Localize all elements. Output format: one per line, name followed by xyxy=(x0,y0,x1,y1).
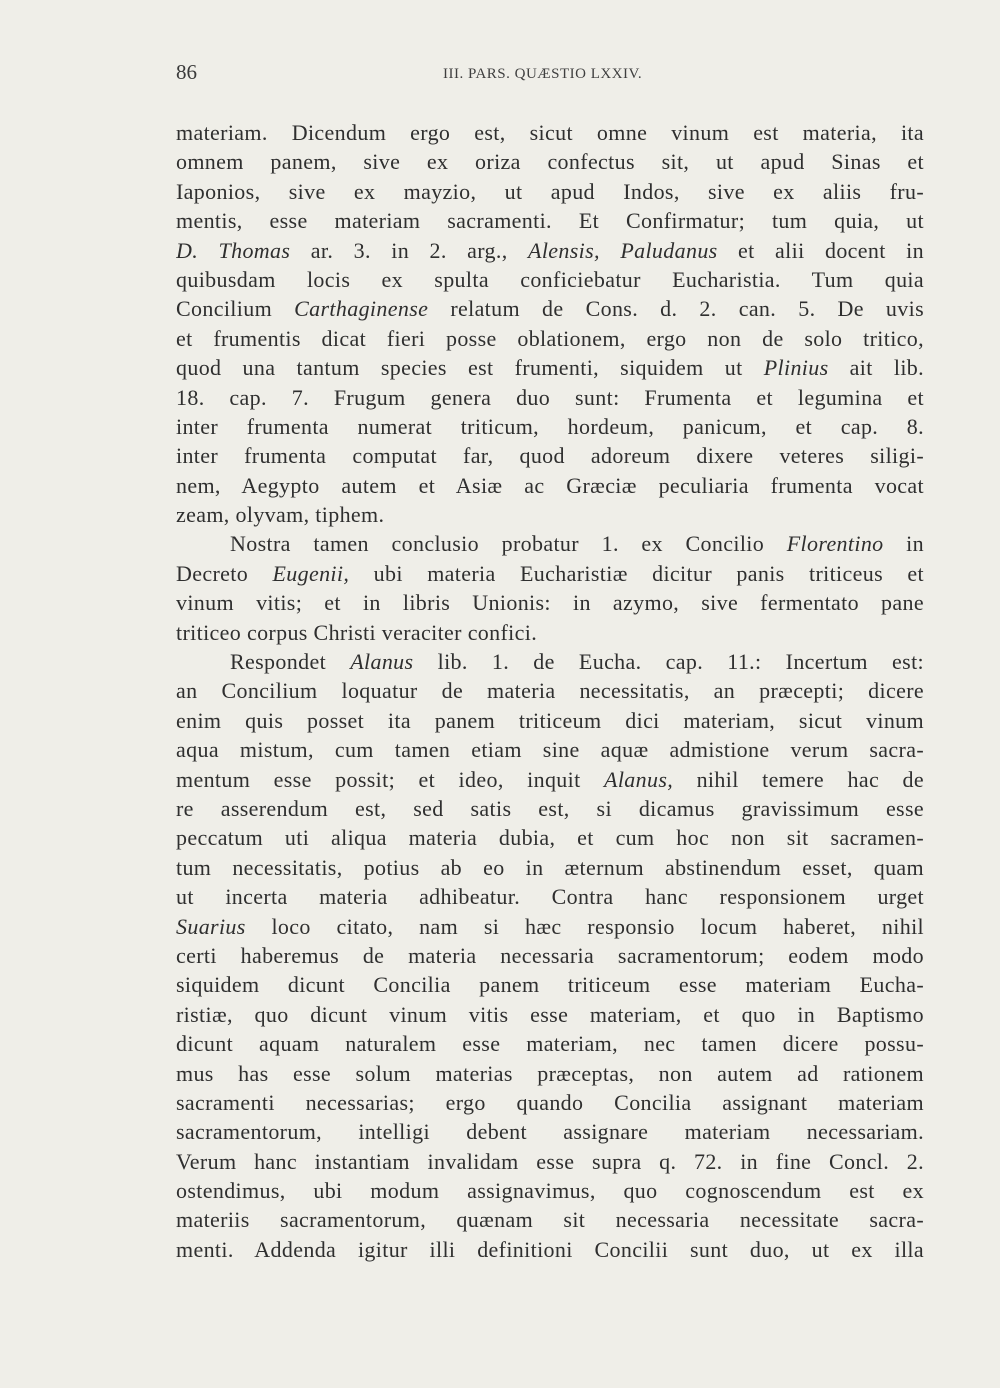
page-number: 86 xyxy=(176,60,197,84)
text-line: mus has esse solum materias præceptas, non autem ad rationem xyxy=(176,1060,924,1086)
text-line: D. Thomas ar. 3. in 2. arg., Alensis, Paludanus et alii docent in xyxy=(176,237,924,263)
text-line: vinum vitis; et in libris Unionis: in azymo, sive fermentato pane xyxy=(176,590,924,616)
italic-name: Plinius xyxy=(763,355,829,381)
text-line: materiis sacramentorum, quænam sit necessaria necessitate sacra- xyxy=(176,1207,924,1233)
text-line: mentum esse possit; et ideo, inquit Alanus, nihil temere hac de xyxy=(176,766,924,792)
text-line: certi haberemus de materia necessaria sacramentorum; eodem modo xyxy=(176,942,924,968)
text-line: sacramenti necessarias; ergo quando Concilia assignant materiam xyxy=(176,1089,924,1115)
text-line: 18. cap. 7. Frugum genera duo sunt: Frumenta et legumina et xyxy=(176,384,924,410)
body-text xyxy=(176,118,924,1264)
text-line: tum necessitatis, potius ab eo in æternum abstinendum esset, quam xyxy=(176,854,924,880)
text-line: et frumentis dicat fieri posse oblationem, ergo non de solo tritico, xyxy=(176,325,924,351)
text-line: peccatum uti aliqua materia dubia, et cum hoc non sit sacramen- xyxy=(176,825,924,851)
italic-name: Alanus xyxy=(350,649,414,675)
text-line: quod una tantum species est frumenti, siquidem ut Plinius ait lib. xyxy=(176,355,924,381)
italic-name: Florentino xyxy=(786,531,884,557)
text-line: menti. Addenda igitur illi definitioni Concilii sunt duo, ut ex illa xyxy=(176,1236,924,1262)
text-line: re asserendum est, sed satis est, si dicamus gravissimum esse xyxy=(176,795,924,821)
text-line: siquidem dicunt Concilia panem triticeum esse materiam Eucha- xyxy=(176,972,924,998)
text-line: Respondet Alanus lib. 1. de Eucha. cap. 11.: Incertum est: xyxy=(230,649,924,675)
text-line: zeam, olyvam, tiphem. xyxy=(176,502,385,528)
italic-name: Alanus, xyxy=(604,766,674,792)
text-line: Nostra tamen conclusio probatur 1. ex Concilio Florentino in xyxy=(230,531,924,557)
italic-name: Eugenii, xyxy=(272,560,350,586)
text-line: ristiæ, quo dicunt vinum vitis esse materiam, et quo in Baptismo xyxy=(176,1001,924,1027)
text-line: quibusdam locis ex spulta conficiebatur Eucharistia. Tum quia xyxy=(176,266,924,292)
text-line: Decreto Eugenii, ubi materia Eucharistiæ dicitur panis triticeus et xyxy=(176,560,924,586)
italic-name: Alensis, xyxy=(528,237,600,263)
italic-name: Paludanus xyxy=(620,237,718,263)
text-line: Verum hanc instantiam invalidam esse supra q. 72. in fine Concl. 2. xyxy=(176,1148,924,1174)
text-line: Iaponios, sive ex mayzio, ut apud Indos, sive ex aliis fru- xyxy=(176,178,924,204)
text-line: an Concilium loquatur de materia necessitatis, an præcepti; dicere xyxy=(176,678,924,704)
italic-name: Carthaginense xyxy=(294,296,429,322)
text-line: triticeo corpus Christi veraciter confici. xyxy=(176,619,538,645)
text-line: mentis, esse materiam sacramenti. Et Confirmatur; tum quia, ut xyxy=(176,208,924,234)
text-line: inter frumenta computat far, quod adoreum dixere veteres siligi- xyxy=(176,443,924,469)
italic-name: Suarius xyxy=(176,913,246,939)
text-line: aqua mistum, cum tamen etiam sine aquæ admistione verum sacra- xyxy=(176,737,924,763)
running-head: III. PARS. QUÆSTIO LXXIV. xyxy=(443,66,643,82)
text-line: enim quis posset ita panem triticeum dici materiam, sicut vinum xyxy=(176,707,924,733)
text-line: omnem panem, sive ex oriza confectus sit, ut apud Sinas et xyxy=(176,149,924,175)
text-line: Concilium Carthaginense relatum de Cons. d. 2. can. 5. De uvis xyxy=(176,296,924,322)
text-line: materiam. Dicendum ergo est, sicut omne vinum est materia, ita xyxy=(176,120,924,145)
text-line: ostendimus, ubi modum assignavimus, quo cognoscendum est ex xyxy=(176,1178,924,1204)
italic-name: D. Thomas xyxy=(176,237,291,263)
text-line: inter frumenta numerat triticum, hordeum, panicum, et cap. 8. xyxy=(176,413,924,439)
text-line: ut incerta materia adhibeatur. Contra hanc responsionem urget xyxy=(176,884,924,910)
text-line: nem, Aegypto autem et Asiæ ac Græciæ peculiaria frumenta vocat xyxy=(176,472,924,498)
text-line: Suarius loco citato, nam si hæc responsio locum haberet, nihil xyxy=(176,913,924,939)
text-line: dicunt aquam naturalem esse materiam, nec tamen dicere possu- xyxy=(176,1031,924,1057)
text-line: sacramentorum, intelligi debent assignare materiam necessariam. xyxy=(176,1119,924,1145)
